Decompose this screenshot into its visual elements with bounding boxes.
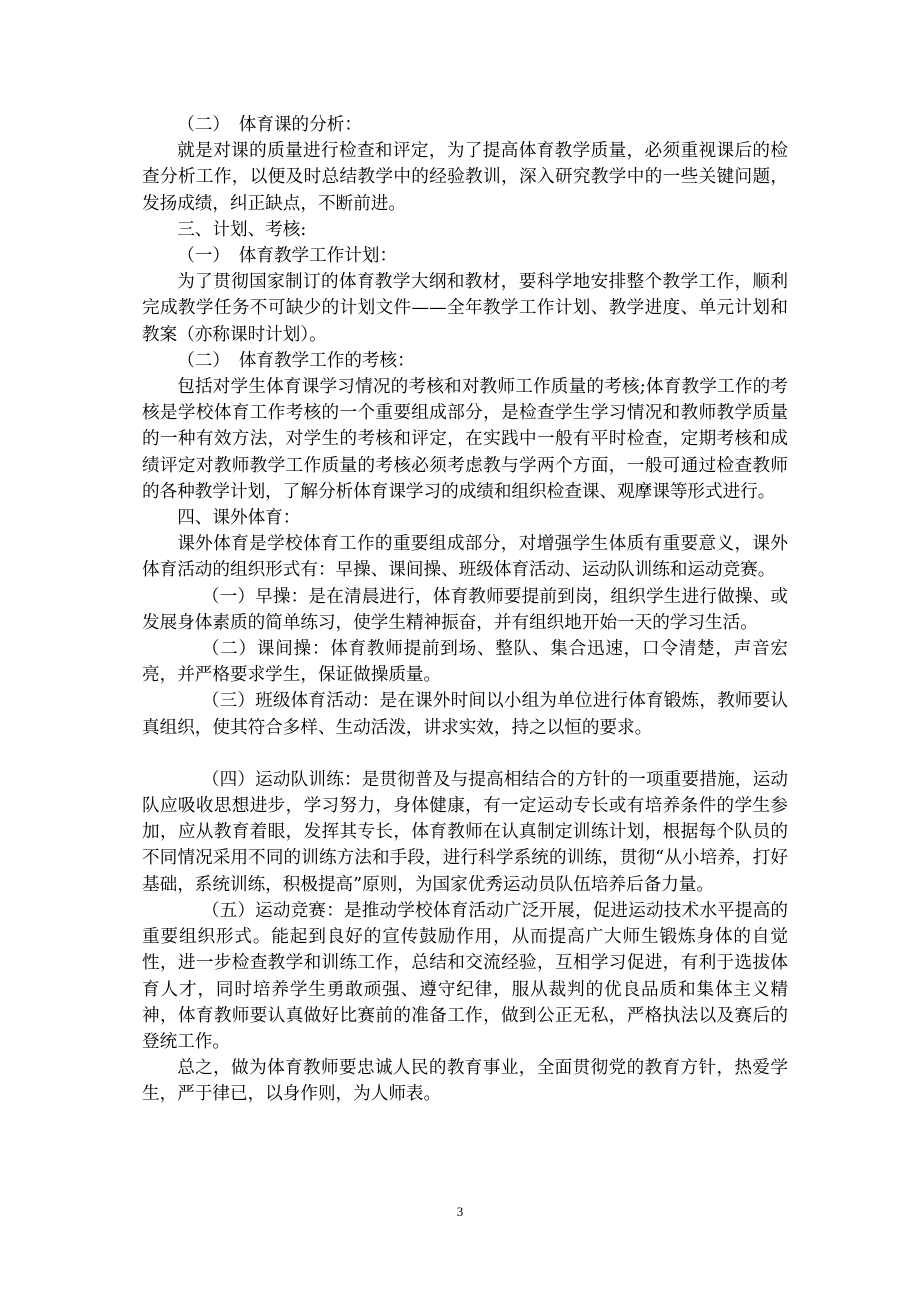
paragraph-lesson-analysis: 就是对课的质量进行检查和评定，为了提高体育教学质量，必须重视课后的检查分析工作，以便及时总结教学中的经验教训，深入研究教学中的一些关键问题，发扬成绩，纠正缺点，不断前进。: [142, 141, 788, 214]
page-number: 3: [456, 1204, 464, 1219]
paragraph-extracurricular-intro: 课外体育是学校体育工作的重要组成部分，对增强学生体质有重要意义，课外体育活动的组织形式有：早操、课间操、班级体育活动、运动队训练和运动竞赛。: [142, 534, 788, 581]
paragraph-class-activity: （三）班级体育活动：是在课外时间以小组为单位进行体育锻炼，教师要认真组织，使其符合多样、生动活泼，讲求实效，持之以恒的要求。: [142, 691, 788, 738]
paragraph-conclusion: 总之，做为体育教师要忠诚人民的教育事业，全面贯彻党的教育方针，热爱学生，严于律已，以身作则，为人师表。: [142, 1058, 788, 1105]
paragraph-team-training: （四）运动队训练：是贯彻普及与提高相结合的方针的一项重要措施，运动队应吸收思想进步，学习努力，身体健康，有一定运动专长或有培养条件的学生参加，应从教育着眼，发挥其专长，体育教师在认真制定训练计划，根据每个队员的不同情况采用不同的训练方法和手段，进行科学系统的训练，贯彻“从小培养，打好基础，系统训练，积极提高”原则，为国家优秀运动员队伍培养后备力量。: [142, 769, 788, 895]
paragraph-teaching-assessment: 包括对学生体育课学习情况的考核和对教师工作质量的考核;体育教学工作的考核是学校体育工作考核的一个重要组成部分，是检查学生学习情况和教师教学质量的一种有效方法，对学生的考核和评定，在实践中一般有平时检查，定期考核和成绩评定对教师教学工作质量的考核必须考虑教与学两个方面，一般可通过检查教师的各种教学计划，了解分析体育课学习的成绩和组织检查课、观摩课等形式进行。: [142, 377, 788, 502]
section-heading-plan-assessment: 三、计划、考核:: [177, 219, 307, 240]
blank-line: [142, 741, 788, 767]
paragraph-competition: （五）运动竞赛：是推动学校体育活动广泛开展，促进运动技术水平提高的重要组织形式。能起到良好的宣传鼓励作用，从而提高广大师生锻炼身体的自觉性，进一步检查教学和训练工作，总结和交流经验，互相学习促进，有利于选拔体育人才，同时培养学生勇敢顽强、遵守纪律，服从裁判的优良品质和集体主义精神，体育教师要认真做好比赛前的准备工作，做到公正无私，严格执法以及赛后的登统工作。: [142, 900, 788, 1052]
paragraph-teaching-plan: 为了贯彻国家制订的体育教学大纲和教材，要科学地安排整个教学工作，顺利完成教学任务不可缺少的计划文件——全年教学工作计划、教学进度、单元计划和教案（亦称课时计划）。: [142, 272, 788, 345]
paragraph-break-exercise: （二）课间操：体育教师提前到场、整队、集合迅速，口令清楚，声音宏亮，并严格要求学生，保证做操质量。: [142, 639, 788, 686]
section-heading-extracurricular: 四、课外体育：: [177, 508, 301, 529]
paragraph-morning-exercise: （一）早操：是在清晨进行，体育教师要提前到岗，组织学生进行做操、或发展身体素质的简单练习，使学生精神振奋，并有组织地开始一天的学习生活。: [142, 586, 788, 633]
subheading-teaching-plan: （一） 体育教学工作计划：: [177, 246, 398, 267]
document-body: [142, 112, 788, 1108]
subheading-lesson-analysis: （二） 体育课的分析：: [177, 115, 362, 135]
subheading-teaching-assessment: （二） 体育教学工作的考核：: [177, 350, 415, 371]
